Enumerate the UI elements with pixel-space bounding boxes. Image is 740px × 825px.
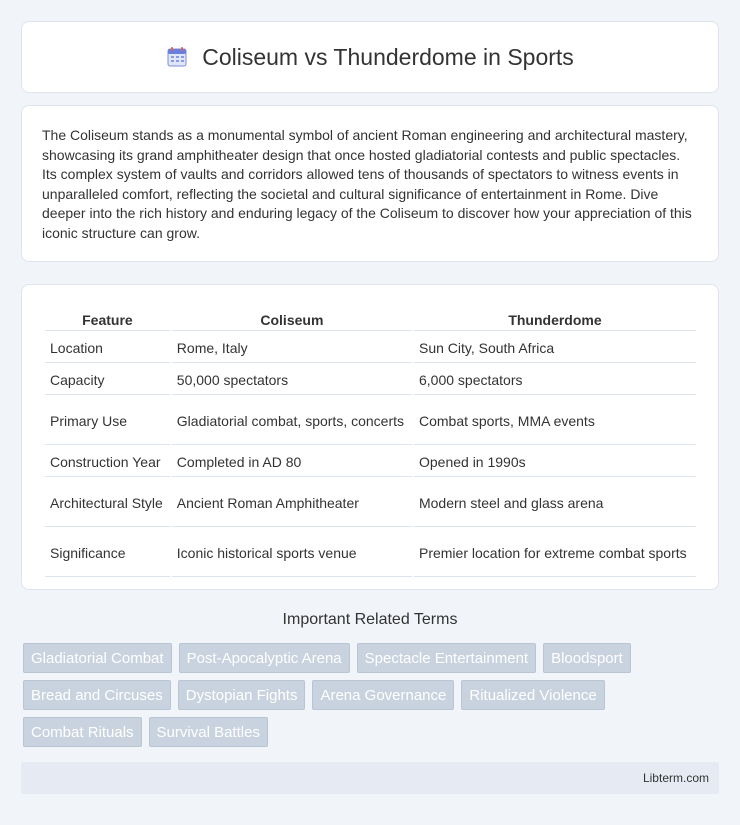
related-term-tag[interactable]: Gladiatorial Combat (23, 643, 172, 673)
title-card (21, 21, 719, 93)
table-cell: Capacity (45, 365, 170, 395)
related-term-tag[interactable]: Combat Rituals (23, 717, 142, 747)
footer (21, 762, 719, 794)
header-coliseum: Coliseum (172, 307, 412, 331)
related-term-tag[interactable]: Survival Battles (149, 717, 268, 747)
header-thunderdome: Thunderdome (414, 307, 696, 331)
table-cell: Opened in 1990s (414, 447, 696, 477)
table-cell: Ancient Roman Amphitheater (172, 479, 412, 527)
table-cell: Architectural Style (45, 479, 170, 527)
intro-card (21, 105, 719, 262)
page-title: Coliseum vs Thunderdome in Sports (202, 43, 574, 70)
table-cell: 50,000 spectators (172, 365, 412, 395)
table-header-row (45, 307, 696, 331)
table-cell: Premier location for extreme combat sports (414, 529, 696, 577)
table-row (45, 447, 696, 477)
comparison-table-card (21, 284, 719, 590)
table-cell: Significance (45, 529, 170, 577)
calendar-icon (166, 46, 188, 68)
related-term-tag[interactable]: Bread and Circuses (23, 680, 171, 710)
comparison-table (43, 305, 698, 579)
table-cell: Modern steel and glass arena (414, 479, 696, 527)
table-cell: Iconic historical sports venue (172, 529, 412, 577)
table-row (45, 397, 696, 445)
table-row (45, 365, 696, 395)
table-cell: Completed in AD 80 (172, 447, 412, 477)
table-cell: Location (45, 333, 170, 363)
related-term-tag[interactable]: Post-Apocalyptic Arena (179, 643, 350, 673)
table-cell: Primary Use (45, 397, 170, 445)
table-cell: Construction Year (45, 447, 170, 477)
table-row (45, 479, 696, 527)
related-term-tag[interactable]: Dystopian Fights (178, 680, 306, 710)
related-term-tag[interactable]: Bloodsport (543, 643, 631, 673)
table-cell: Rome, Italy (172, 333, 412, 363)
related-term-tag[interactable]: Ritualized Violence (461, 680, 604, 710)
header-feature: Feature (45, 307, 170, 331)
related-term-tag[interactable]: Spectacle Entertainment (357, 643, 536, 673)
table-cell: Combat sports, MMA events (414, 397, 696, 445)
footer-site-link[interactable]: Libterm.com (642, 771, 709, 785)
related-terms-list (23, 643, 713, 747)
related-term-tag[interactable]: Arena Governance (312, 680, 454, 710)
table-row (45, 333, 696, 363)
table-cell: Gladiatorial combat, sports, concerts (172, 397, 412, 445)
related-terms-title: Important Related Terms (282, 611, 458, 628)
table-cell: 6,000 spectators (414, 365, 696, 395)
table-row (45, 529, 696, 577)
intro-text: The Coliseum stands as a monumental symbol of ancient Roman engineering and architectural mastery, showcasing its grand amphitheater design that once hosted gladiatorial contests and public spectacles. Its complex system of vaults and corridors allowed tens of thousands of spectators to witness events in unparalleled comfort, reflecting the societal and cultural significance of entertainment in Rome. Dive deeper into the rich history and enduring legacy of the Coliseum to discover how your appreciation of this iconic structure can grow. (42, 127, 692, 241)
table-cell: Sun City, South Africa (414, 333, 696, 363)
